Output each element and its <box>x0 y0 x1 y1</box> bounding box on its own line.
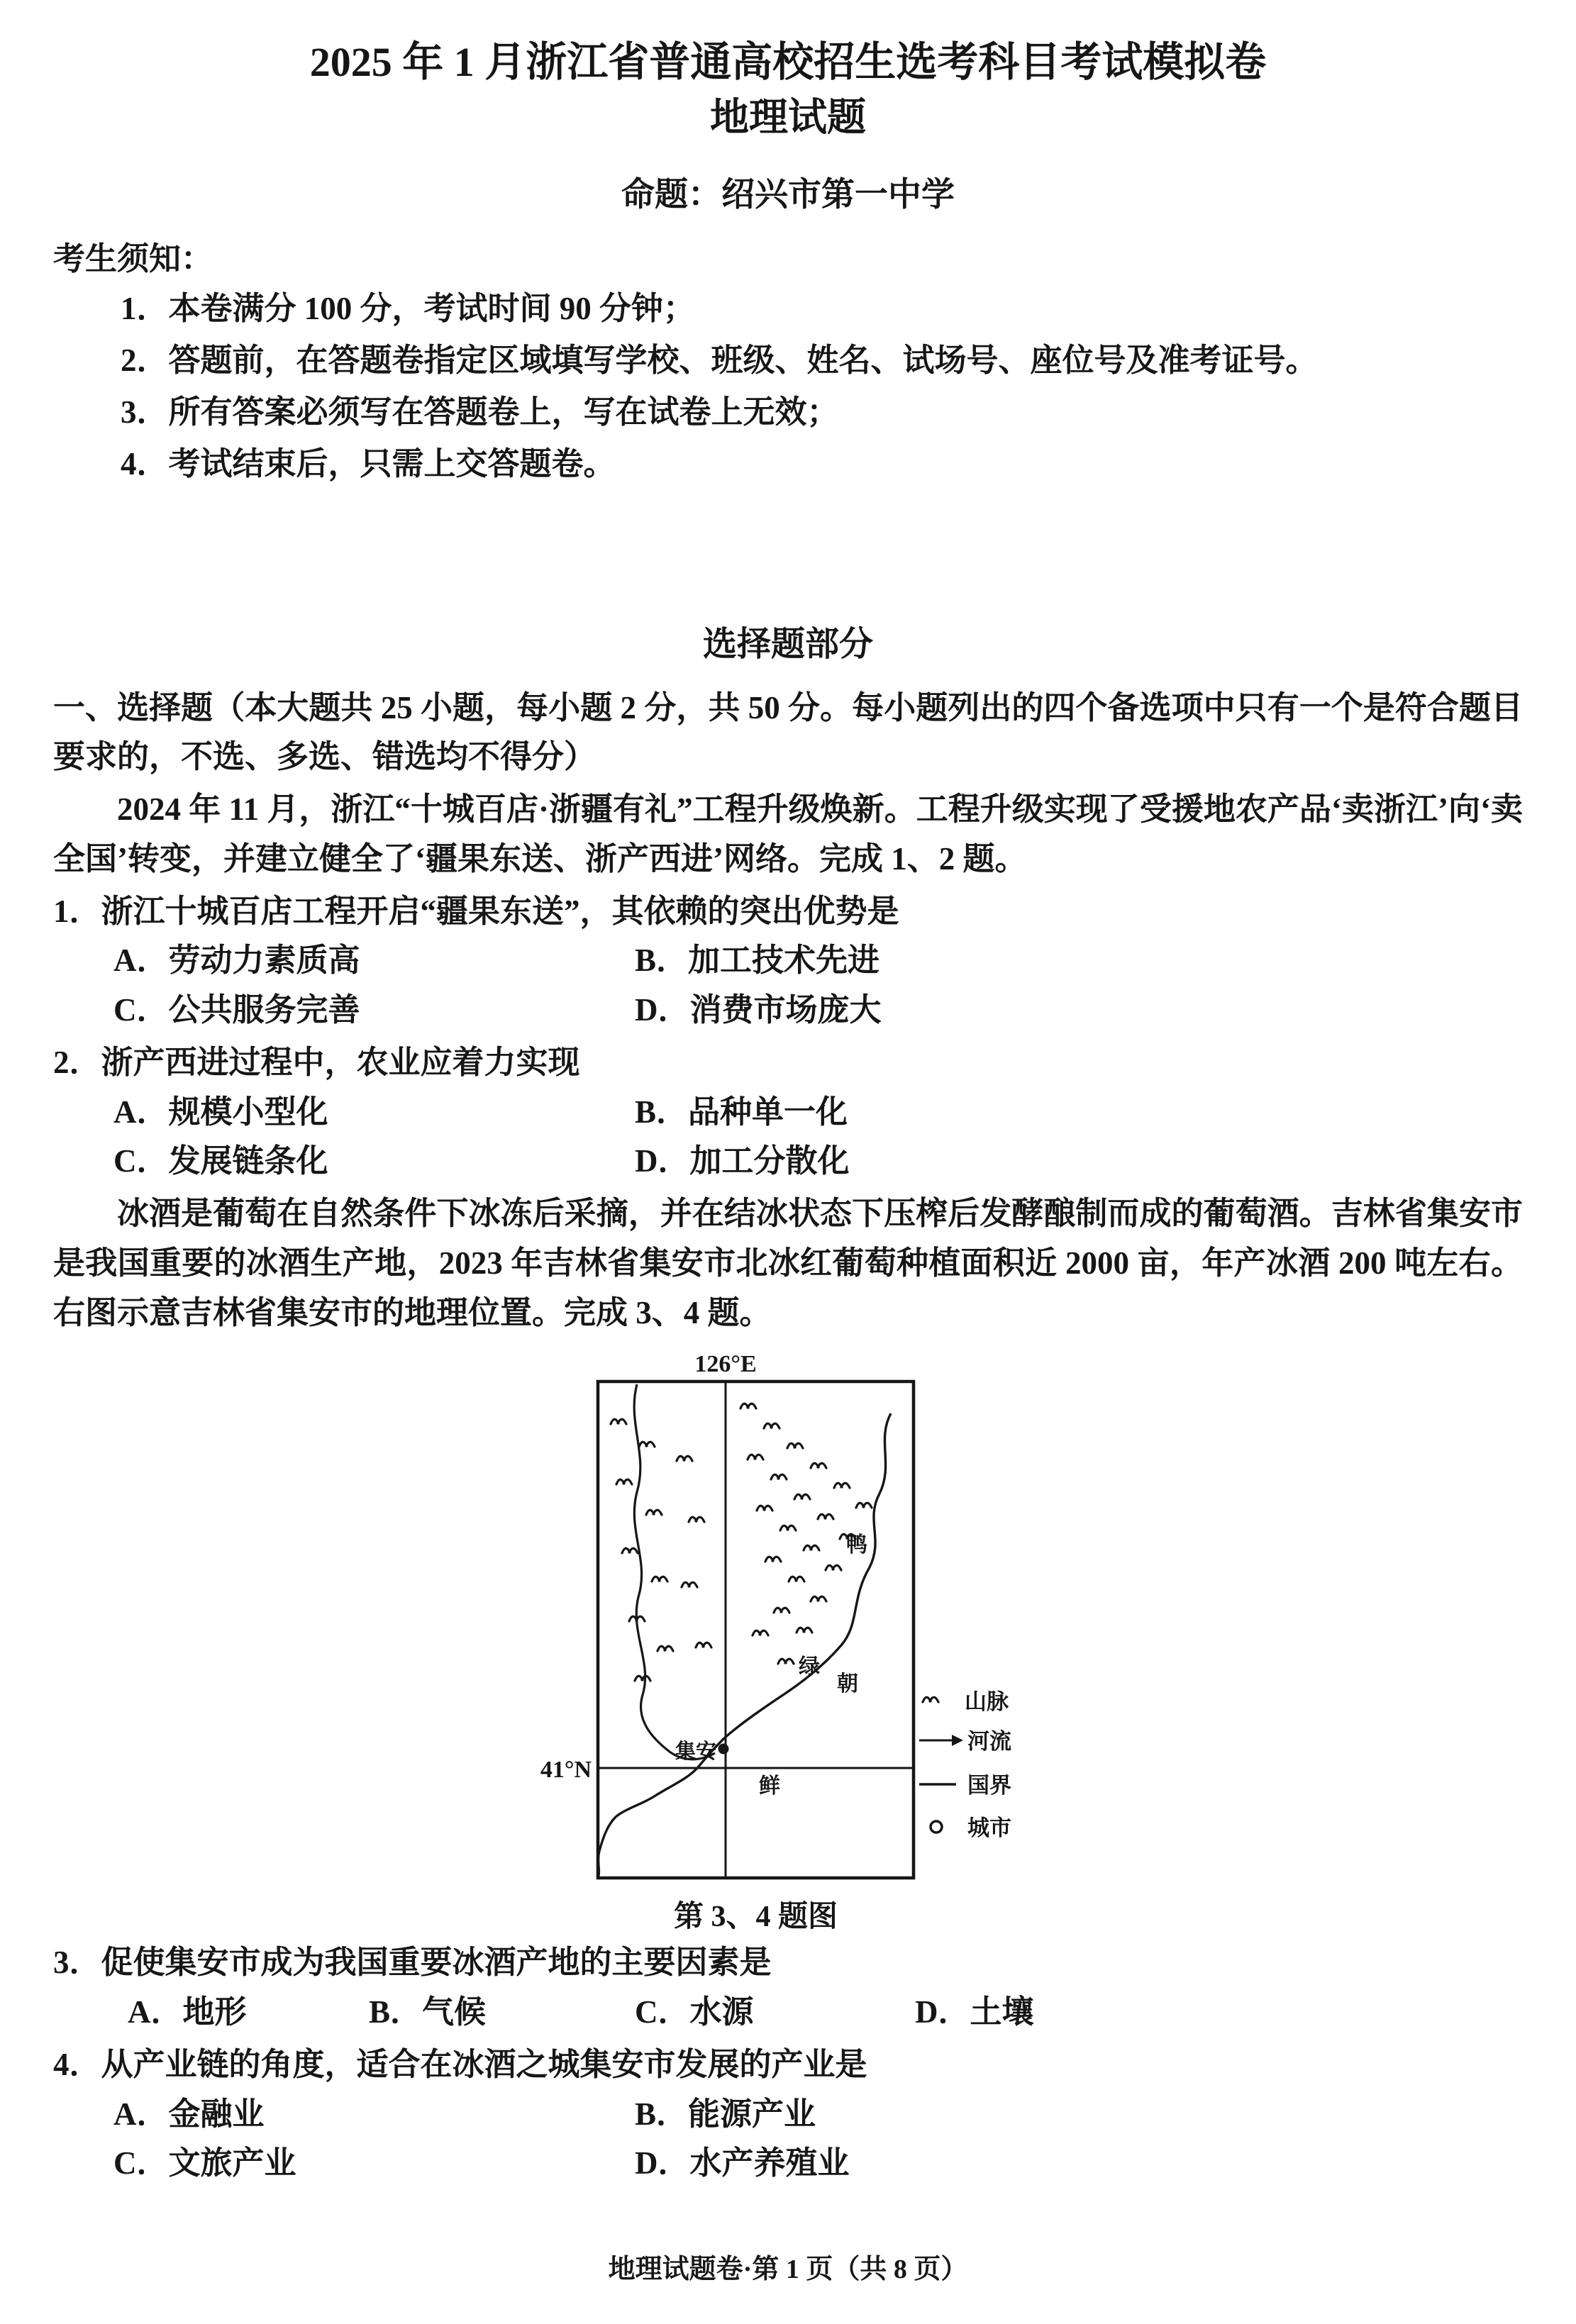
notice-item: 4．考试结束后，只需上交答题卷。 <box>121 445 616 482</box>
country-name-char-1: 朝 <box>837 1672 858 1696</box>
option: D．消费市场庞大 <box>635 992 882 1028</box>
map-legend <box>919 1689 1011 1840</box>
option: B．品种单一化 <box>635 1094 848 1130</box>
notice-item: 3．所有答案必须写在答题卷上，写在试卷上无效； <box>121 394 839 430</box>
legend-river-label: 河流 <box>967 1729 1011 1755</box>
mountain-symbols <box>611 1404 872 1681</box>
question-3-stem: 3．促使集安市成为我国重要冰酒产地的主要因素是 <box>53 1945 772 1981</box>
question-4-stem: 4．从产业链的角度，适合在冰酒之城集安市发展的产业是 <box>53 2046 867 2082</box>
question-2-options <box>113 1088 1523 1187</box>
option: C．公共服务完善 <box>113 992 360 1028</box>
meridian-label: 126°E <box>694 1351 757 1378</box>
question-1-options <box>113 936 1523 1035</box>
page-title: 2025 年 1 月浙江省普通高校招生选考科目考试模拟卷 <box>309 39 1267 85</box>
page-footer: 地理试题卷·第 1 页（共 8 页） <box>608 2254 968 2284</box>
legend-river-arrow-icon <box>952 1735 963 1746</box>
option: D．土壤 <box>915 1994 1034 2030</box>
option: B．气候 <box>369 1994 487 2030</box>
subject-title: 地理试题 <box>709 95 866 139</box>
notice-item: 1．本卷满分 100 分，考试时间 90 分钟； <box>121 291 696 326</box>
parallel-label: 41°N <box>540 1757 592 1784</box>
section-heading: 选择题部分 <box>702 625 873 663</box>
examinee-notice <box>53 235 1523 490</box>
legend-city-label: 城市 <box>967 1816 1011 1841</box>
setter-line: 命题：绍兴市第一中学 <box>621 176 955 213</box>
option: A．地形 <box>128 1994 247 2030</box>
question-4-options <box>113 2090 1523 2189</box>
option: D．水产养殖业 <box>635 2145 850 2181</box>
country-name-char-2: 鲜 <box>759 1774 780 1798</box>
legend-mountain-icon <box>923 1698 938 1703</box>
section-intro: 一、选择题（本大题共 25 小题，每小题 2 分，共 50 分。每小题列出的四个备选项中只有一个是符合题目要求的，不选、多选、错选均不得分） <box>53 689 1523 775</box>
notice-item: 2．答题前，在答题卷指定区域填写学校、班级、姓名、试场号、座位号及准考证号。 <box>121 342 1318 378</box>
passage-1: 2024 年 11 月，浙江“十城百店·浙疆有礼”工程升级焕新。工程升级实现了受援地农产品‘卖浙江’向‘卖全国’转变，并建立健全了‘疆果东送、浙产西进’网络。完成 1、2 题。 <box>53 791 1523 877</box>
map-figure <box>531 1346 1027 1890</box>
river-name-char-2: 绿 <box>799 1655 820 1679</box>
question-2-stem: 2．浙产西进过程中，农业应着力实现 <box>53 1044 580 1080</box>
option: C．水源 <box>635 1994 754 2030</box>
option: C．发展链条化 <box>113 1143 328 1179</box>
option: A．规模小型化 <box>113 1094 328 1130</box>
passage-2: 冰酒是葡萄在自然条件下冰冻后采摘，并在结冰状态下压榨后发酵酿制而成的葡萄酒。吉林省集安市是我国重要的冰酒生产地，2023 年吉林省集安市北冰红葡萄种植面积近 2000 亩，年产冰酒 200 吨左右。右图示意吉林省集安市的地理位置。完成 3、4 题。 <box>53 1196 1523 1330</box>
option: C．文旅产业 <box>113 2145 296 2181</box>
option: A．金融业 <box>113 2096 265 2132</box>
city-dot-jian <box>718 1744 729 1755</box>
city-label: 集安 <box>675 1740 717 1764</box>
option: D．加工分散化 <box>635 1143 850 1179</box>
option: A．劳动力素质高 <box>113 943 360 979</box>
legend-mountain-label: 山脉 <box>965 1689 1009 1715</box>
question-3-options <box>128 1988 1523 2037</box>
figure-caption: 第 3、4 题图 <box>673 1901 838 1934</box>
notice-heading: 考生须知： <box>53 240 213 277</box>
jian-location-map <box>531 1346 1027 1886</box>
legend-city-icon <box>931 1821 942 1833</box>
legend-border-label: 国界 <box>967 1773 1011 1798</box>
river-name-char-1: 鸭 <box>846 1533 867 1557</box>
option: B．加工技术先进 <box>635 943 880 979</box>
option: B．能源产业 <box>635 2096 816 2132</box>
question-1-stem: 1．浙江十城百店工程开启“疆果东送”，其依赖的突出优势是 <box>53 893 899 929</box>
river-tributary <box>634 1384 715 1759</box>
